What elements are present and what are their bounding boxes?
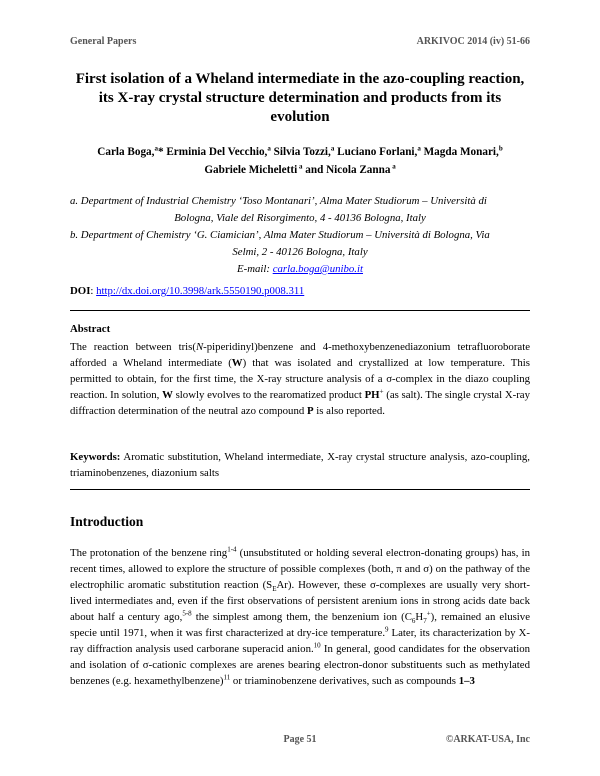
affiliation-marker: b <box>498 144 503 153</box>
affiliation-marker: a <box>154 144 158 153</box>
doi-separator: : <box>90 285 97 297</box>
affiliation-b-line2: Selmi, 2 - 40126 Bologna, Italy <box>232 246 368 258</box>
author-name: Erminia Del Vecchio, <box>163 146 268 158</box>
author-list <box>70 143 530 179</box>
reference-marker: 10 <box>313 641 321 650</box>
affiliation-marker: a <box>330 144 335 153</box>
doi-link[interactable]: http://dx.doi.org/10.3998/ark.5550190.p008.311 <box>96 285 305 297</box>
copyright: ©ARKAT-USA, Inc <box>445 734 530 745</box>
page-number: Page 51 <box>283 734 317 745</box>
author-name: and Nicola Zanna <box>302 164 391 176</box>
running-header-citation: ARKIVOC 2014 (iv) 51-66 <box>416 36 530 47</box>
doi-label: DOI <box>70 285 91 297</box>
reference-marker: 11 <box>223 673 231 682</box>
author-name: Luciano Forlani, <box>334 146 418 158</box>
keywords <box>70 449 530 481</box>
email-label: E-mail: <box>237 263 273 275</box>
affiliation-b-line1: b. Department of Chemistry ‘G. Ciamician’, Alma Mater Studiorum – Università di Bologna, Via <box>70 229 490 241</box>
reference-marker: 9 <box>385 625 389 634</box>
author-name: Magda Monari, <box>420 146 499 158</box>
running-header-journal-section: General Papers <box>70 36 137 47</box>
affiliation-marker: a <box>417 144 421 153</box>
affiliation-marker: a <box>390 162 396 171</box>
abstract-text: The reaction between tris(N-piperidinyl)benzene and 4-methoxybenzenediazonium tetrafluoroborate afforded a Wheland intermediate (W) that was isolated and crystallized at low temperature. This permitted to obtain, for the first time, the X-ray structure analysis of a σ-complex in the diazo coupling reaction. In solution, W slowly evolves to the rearomatized product PH+ (as salt). The single crystal X-ray diffraction determination of the neutral azo compound P is also reported. <box>70 341 531 417</box>
divider-top <box>70 310 530 311</box>
paper-title: First isolation of a Wheland intermediate in the azo-coupling reaction, its X-ray crystal structure determination and products from its evolution <box>75 71 525 125</box>
affiliation-a-line2: Bologna, Viale del Risorgimento, 4 - 40136 Bologna, Italy <box>174 212 426 224</box>
email-link[interactable]: carla.boga@unibo.it <box>272 263 363 275</box>
keywords-text: Aromatic substitution, Wheland intermediate, X-ray crystal structure analysis, azo-coupling, triaminobenzenes, diazonium salts <box>70 451 530 479</box>
affiliations <box>70 193 530 278</box>
abstract-heading: Abstract <box>70 323 111 335</box>
affiliation-marker: a <box>267 144 271 153</box>
corresponding-author-marker: * <box>157 146 164 158</box>
affiliation-a-line1: a. Department of Industrial Chemistry ‘Toso Montanari’, Alma Mater Studiorum – Università di <box>70 195 487 207</box>
author-name: Gabriele Micheletti <box>204 164 298 176</box>
divider-bottom <box>70 489 530 490</box>
reference-marker: 5-8 <box>182 609 192 618</box>
reference-marker: 1-4 <box>227 545 237 554</box>
doi-line <box>70 285 304 297</box>
keywords-label: Keywords: <box>70 451 121 463</box>
author-name: Carla Boga, <box>97 146 155 158</box>
author-name: Silvia Tozzi, <box>270 146 331 158</box>
introduction-heading: Introduction <box>70 514 144 529</box>
affiliation-marker: a <box>297 162 303 171</box>
introduction-text: The protonation of the benzene ring$^{1-4}$ (unsubstituted or holding several electron-donating groups) has, in recent times, allowed to explore the structure of possible complexes (both, π and σ) on the pathway of the electrophilic aromatic substitution reaction $(S_EAr)$. However, these σ-complexes are usually very short-lived intermediates and, even if the first observations of persistent arenium ions in strong acids date back about half a century ago,$^{5-8}$ the simplest among them, the benzenium ion $(C_6H_7^+)$, remained an elusive specie until 1971, when it was first characterized at dry-ice temperature.$^9$ Later, its characterization by X-ray diffraction analysis used carborane superacid anion.$^{10}$ In general, good candidates for the observation and isolation of σ-cationic complexes are arenes bearing electron-donor substituents such as methylated benzenes (e.g. hexamethylbenzene)$^{11}$ or triaminobenzene derivatives, such as compounds 1–3 <box>70 545 530 687</box>
email-line <box>70 261 530 278</box>
